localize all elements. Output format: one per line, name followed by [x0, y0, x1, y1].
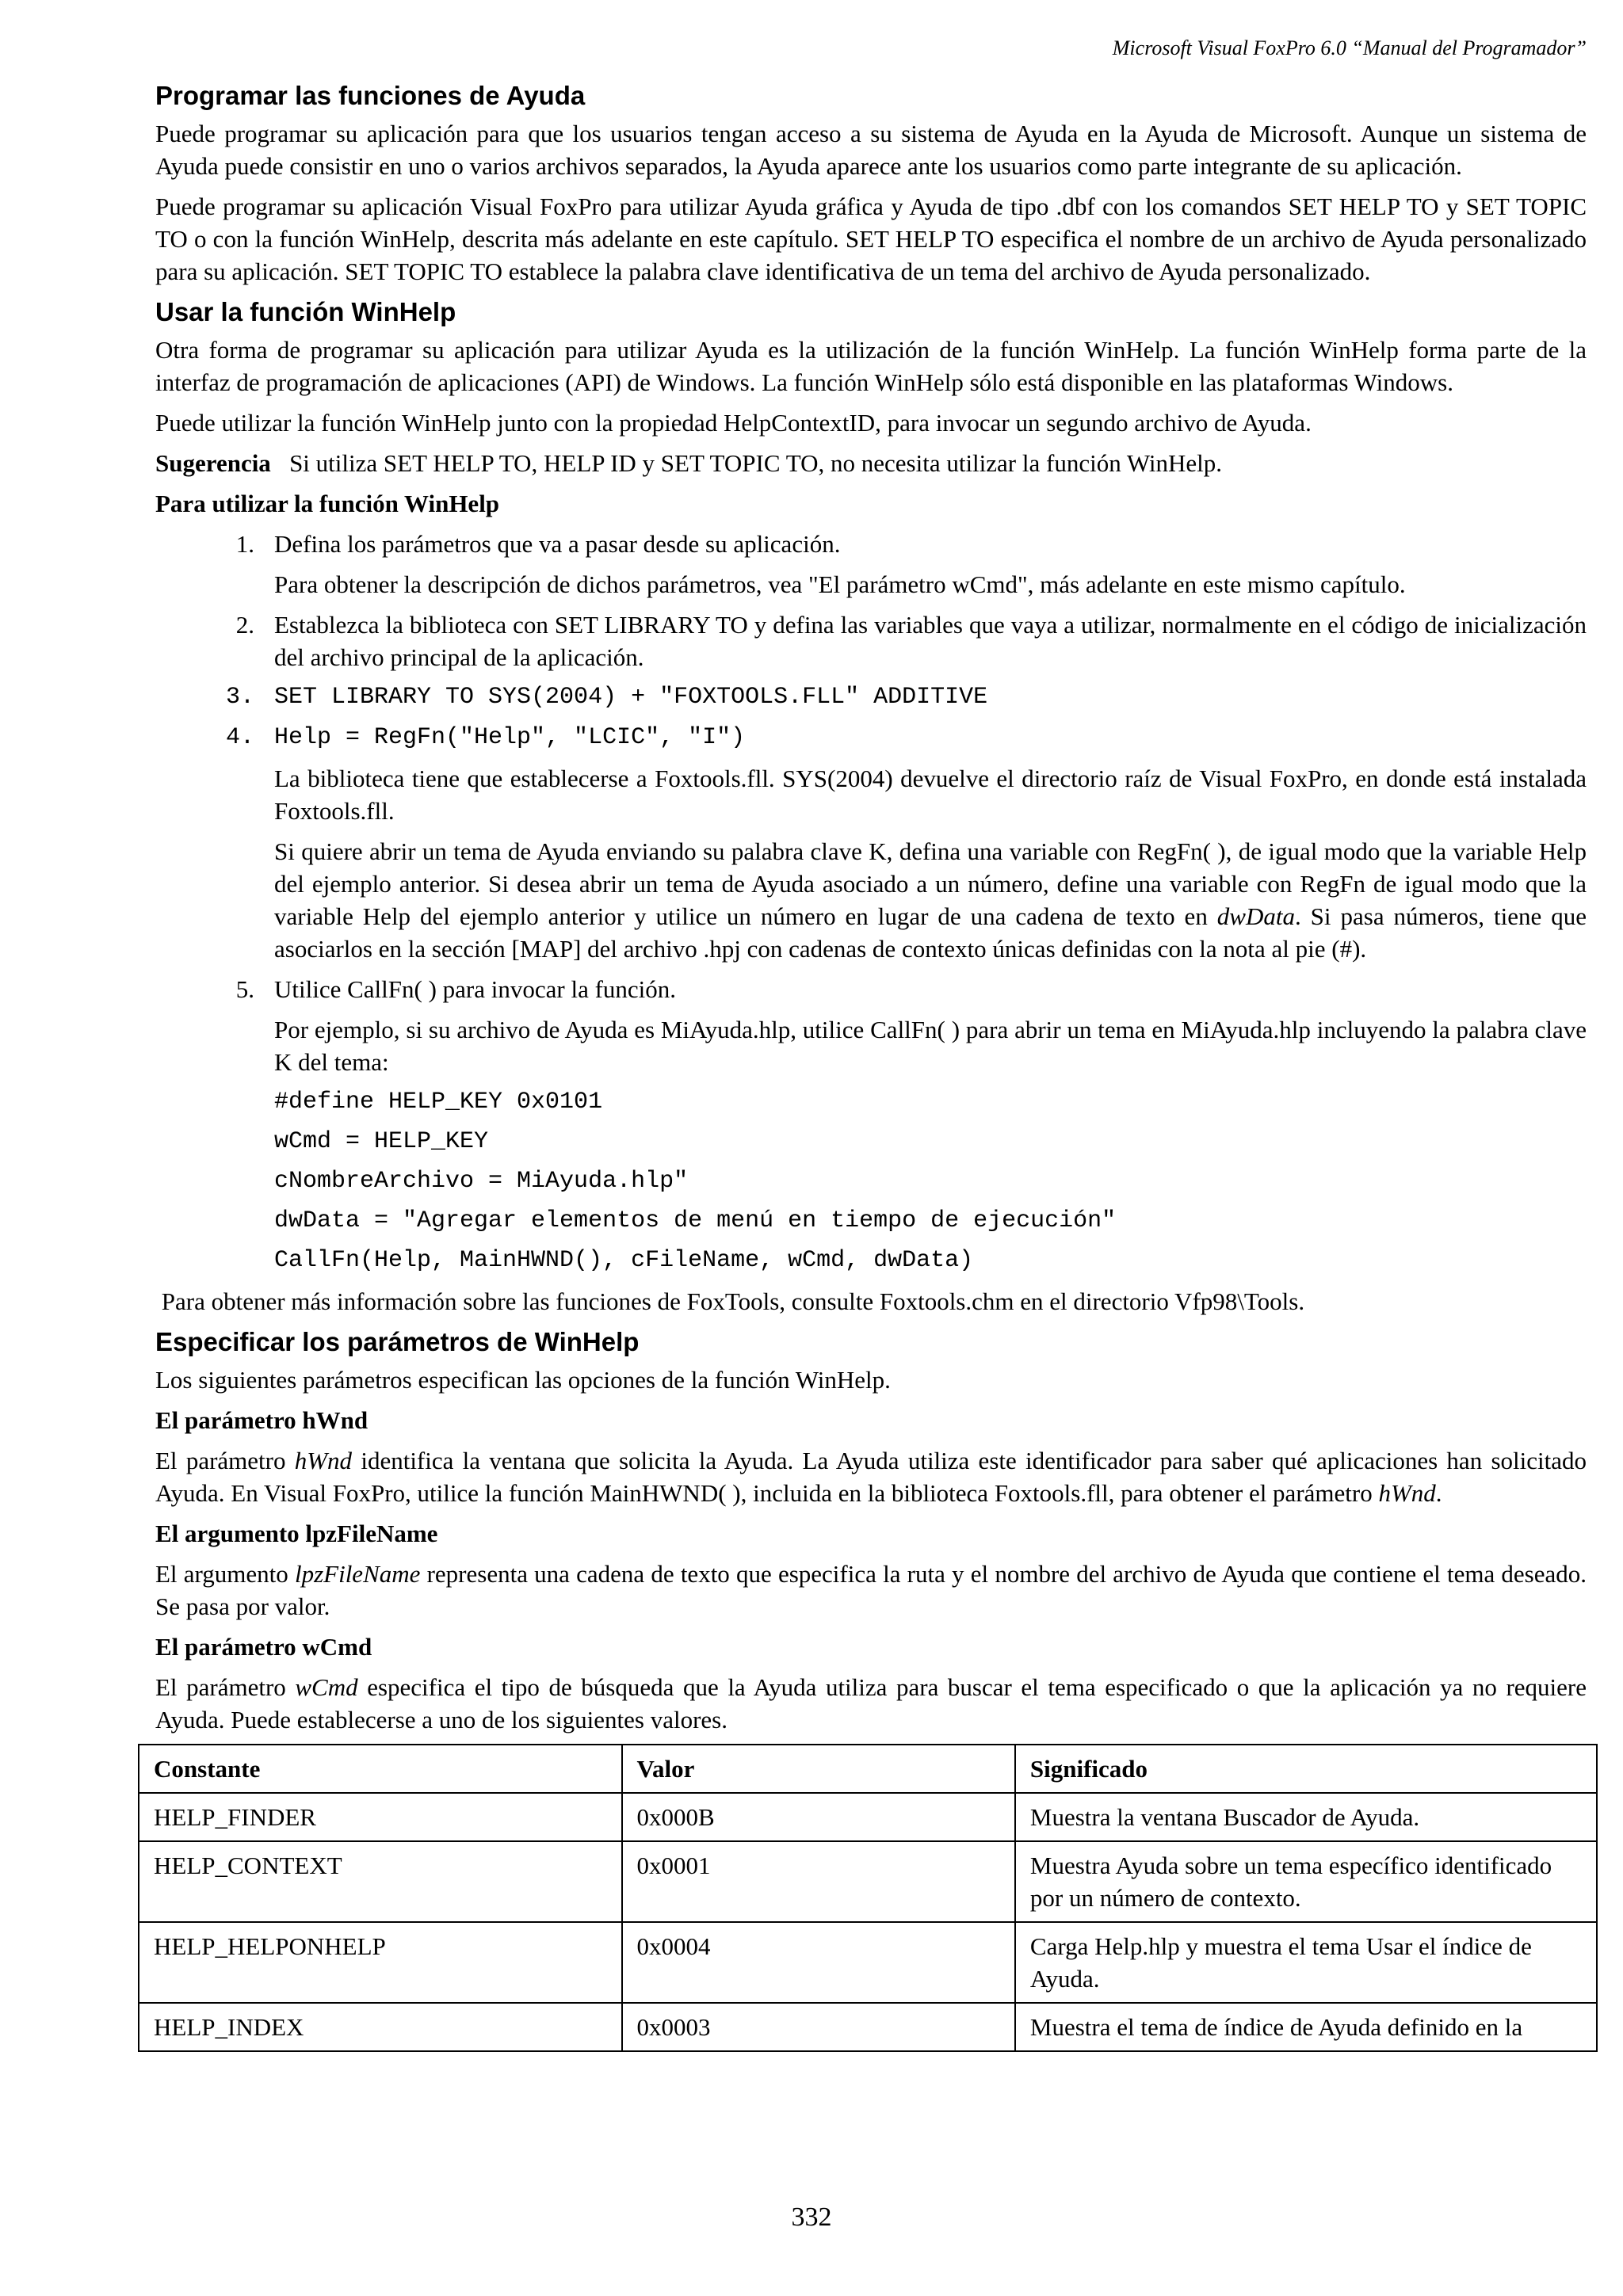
table-cell: 0x0001: [622, 1841, 1015, 1922]
table-cell: Muestra la ventana Buscador de Ayuda.: [1015, 1793, 1597, 1841]
text-run: El parámetro: [155, 1673, 296, 1701]
code-line: cNombreArchivo = MiAyuda.hlp": [274, 1168, 689, 1195]
subheading-wcmd: El parámetro wCmd: [155, 1633, 372, 1661]
table-cell: HELP_INDEX: [139, 2003, 622, 2051]
list-text: Utilice CallFn( ) para invocar la función.: [274, 975, 677, 1003]
step-note: Por ejemplo, si su archivo de Ayuda es MiAyuda.hlp, utilice CallFn( ) para abrir un tema en MiAyuda.hlp incluyendo la palabra clave K del tema:: [274, 1016, 1587, 1076]
running-header: Microsoft Visual FoxPro 6.0 “Manual del Programador”: [1112, 36, 1587, 59]
italic-run: hWnd: [1378, 1479, 1436, 1507]
italic-run: lpzFileName: [294, 1560, 421, 1588]
table-cell: Muestra el tema de índice de Ayuda definido en la: [1015, 2003, 1597, 2051]
paragraph: Para obtener más información sobre las funciones de FoxTools, consulte Foxtools.chm en el directorio Vfp98\Tools.: [155, 1287, 1305, 1315]
list-text: Establezca la biblioteca con SET LIBRARY TO y defina las variables que vaya a utilizar, normalmente en el código de inicialización del archivo principal de la aplicación.: [274, 611, 1587, 671]
table-row: [139, 2003, 1597, 2051]
table-cell: 0x0004: [622, 1922, 1015, 2003]
tip-paragraph: [155, 447, 1587, 479]
italic-run: wCmd: [295, 1673, 358, 1701]
subheading-lpzfilename: El argumento lpzFileName: [155, 1520, 438, 1547]
table-cell: HELP_CONTEXT: [139, 1841, 622, 1922]
paragraph: Puede programar su aplicación Visual FoxPro para utilizar Ayuda gráfica y Ayuda de tipo .dbf con los comandos SET HELP TO y SET TOPIC TO o con la función WinHelp, descrita más adelante en este capítulo. SET HELP TO especifica el nombre de un archivo de Ayuda personalizado para su aplicación. SET TOPIC TO establece la palabra clave identificativa de un tema del archivo de Ayuda personalizado.: [155, 193, 1587, 285]
paragraph: [155, 1671, 1587, 1736]
table-cell: Carga Help.hlp y muestra el tema Usar el índice de Ayuda.: [1015, 1922, 1597, 2003]
table-cell: Muestra Ayuda sobre un tema específico identificado por un número de contexto.: [1015, 1841, 1597, 1922]
note-italic: dwData: [1216, 902, 1295, 930]
procedure-title: Para utilizar la función WinHelp: [155, 490, 500, 517]
table-cell: HELP_FINDER: [139, 1793, 622, 1841]
list-item: [155, 681, 1587, 714]
list-number: 1.: [235, 530, 254, 558]
code-line: dwData = "Agregar elementos de menú en tiempo de ejecución": [274, 1207, 1117, 1234]
table-row: [139, 1922, 1597, 2003]
section-title-parametros: Especificar los parámetros de WinHelp: [155, 1327, 640, 1356]
italic-run: hWnd: [294, 1447, 353, 1474]
step-note: La biblioteca tiene que establecerse a Foxtools.fll. SYS(2004) devuelve el directorio raíz de Visual FoxPro, en donde está instalada Foxtools.fll.: [274, 765, 1587, 825]
list-item: [155, 528, 1587, 560]
step-note: Para obtener la descripción de dichos parámetros, vea "El parámetro wCmd", más adelante en este mismo capítulo.: [274, 570, 1406, 598]
paragraph: Puede programar su aplicación para que los usuarios tengan acceso a su sistema de Ayuda en la Ayuda de Microsoft. Aunque un sistema de Ayuda puede consistir en uno o varios archivos separados, la Ayuda aparece ante los usuarios como parte integrante de su aplicación.: [155, 120, 1587, 180]
list-item: [155, 722, 1587, 754]
table-header-row: [139, 1745, 1597, 1793]
tip-text: Si utiliza SET HELP TO, HELP ID y SET TOPIC TO, no necesita utilizar la función WinHelp.: [270, 449, 1223, 477]
paragraph: Puede utilizar la función WinHelp junto con la propiedad HelpContextID, para invocar un segundo archivo de Ayuda.: [155, 409, 1312, 437]
text-run: .: [1435, 1479, 1442, 1507]
steps-list: [155, 528, 1587, 1277]
text-run: representa una cadena de texto que especifica la ruta y el nombre del archivo de Ayuda que contiene el tema deseado. Se pasa por valor.: [155, 1560, 1587, 1620]
text-run: El parámetro: [155, 1447, 295, 1474]
paragraph: Los siguientes parámetros especifican las opciones de la función WinHelp.: [155, 1366, 891, 1394]
section-title-winhelp: Usar la función WinHelp: [155, 297, 456, 326]
code-line: wCmd = HELP_KEY: [274, 1128, 489, 1155]
list-number: 5.: [235, 975, 254, 1003]
note-text: . Si pasa números, tiene que asociarlos en la sección [MAP] del archivo .hpj con cadenas de contexto únicas definidas con la nota al pie (#).: [274, 902, 1587, 963]
table-cell: 0x0003: [622, 2003, 1015, 2051]
list-item: [155, 973, 1587, 1005]
table-header-cell: Constante: [139, 1745, 622, 1793]
code-line: #define HELP_KEY 0x0101: [274, 1089, 603, 1116]
list-text: Defina los parámetros que va a pasar desde su aplicación.: [274, 530, 841, 558]
table-row: [139, 1841, 1597, 1922]
text-run: El argumento: [155, 1560, 295, 1588]
page-number: 332: [791, 2203, 832, 2232]
code-line: CallFn(Help, MainHWND(), cFileName, wCmd, dwData): [274, 1247, 974, 1274]
text-run: identifica la ventana que solicita la Ayuda. La Ayuda utiliza este identificador para saber qué aplicaciones han solicitado Ayuda. En Visual FoxPro, utilice la función MainHWND( ), incluida en la biblioteca Foxtools.fll, para obtener el parámetro: [155, 1447, 1587, 1507]
table-cell: HELP_HELPONHELP: [139, 1922, 622, 2003]
list-item: [155, 608, 1587, 673]
text-run: especifica el tipo de búsqueda que la Ayuda utiliza para buscar el tema especificado o que la aplicación ya no requiere Ayuda. Puede establecerse a uno de los siguientes valores.: [155, 1673, 1587, 1733]
list-number: 3.: [225, 684, 254, 711]
table-header-cell: Significado: [1015, 1745, 1597, 1793]
table-header-cell: Valor: [622, 1745, 1015, 1793]
note-text: Si quiere abrir un tema de Ayuda enviando su palabra clave K, defina una variable con RegFn( ), de igual modo que la variable Help del ejemplo anterior. Si desea abrir un tema de Ayuda asociado a un número, define una variable con RegFn de igual modo que la variable Help del ejemplo anterior y utilice un número en lugar de una cadena de texto en: [274, 837, 1587, 930]
list-code: SET LIBRARY TO SYS(2004) + "FOXTOOLS.FLL" ADDITIVE: [274, 684, 988, 711]
page-content: [155, 73, 1587, 2052]
list-number: 2.: [235, 611, 254, 639]
list-code: Help = RegFn("Help", "LCIC", "I"): [274, 724, 746, 751]
paragraph: [155, 1444, 1587, 1509]
tip-label: Sugerencia: [155, 449, 271, 477]
table-row: [139, 1793, 1597, 1841]
table-cell: 0x000B: [622, 1793, 1015, 1841]
list-number: 4.: [225, 724, 254, 751]
paragraph: Otra forma de programar su aplicación para utilizar Ayuda es la utilización de la función WinHelp. La función WinHelp forma parte de la interfaz de programación de aplicaciones (API) de Windows. La función WinHelp sólo está disponible en las plataformas Windows.: [155, 336, 1587, 396]
step-note: [254, 835, 1587, 965]
section-title-programar: Programar las funciones de Ayuda: [155, 81, 586, 110]
subheading-hwnd: El parámetro hWnd: [155, 1406, 369, 1434]
paragraph: [155, 1558, 1587, 1623]
wcmd-values-table: [138, 1744, 1598, 2052]
